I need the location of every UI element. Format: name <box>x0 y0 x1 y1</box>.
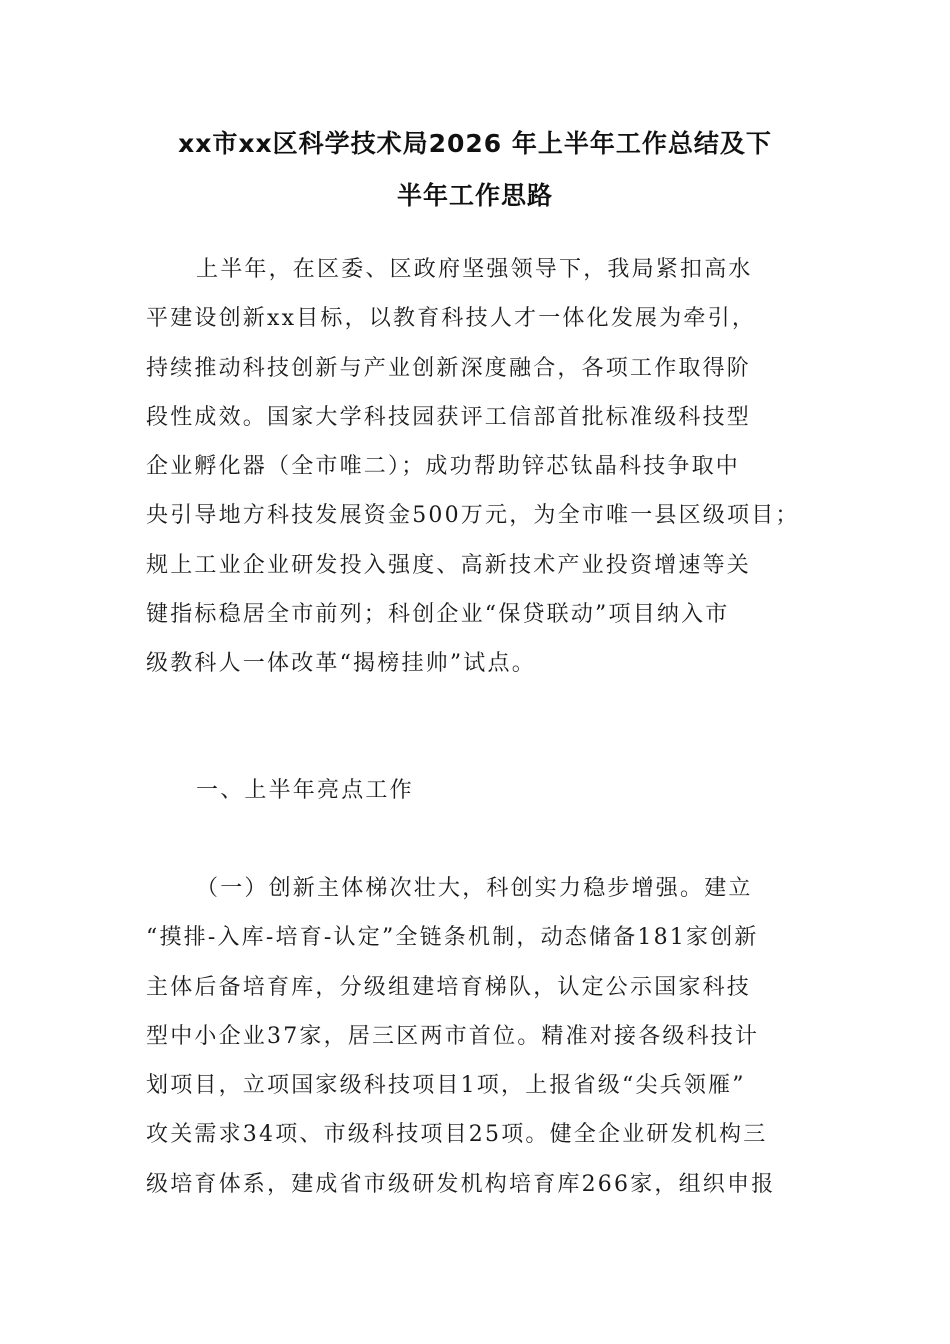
section-heading-text: 一、上半年亮点工作 <box>196 778 414 803</box>
paragraph-line: 规上工业企业研发投入强度、高新技术产业投资增速等关 <box>146 552 752 578</box>
paragraph-line: 企业孵化器（全市唯二）；成功帮助锌芯钛晶科技争取中 <box>146 454 741 480</box>
paragraph-line: 级教科人一体改革“揭榜挂帅”试点。 <box>146 651 536 677</box>
paragraph-line: 键指标稳居全市前列；科创企业“保贷联动”项目纳入市 <box>146 602 730 628</box>
title-line: xx市xx区科学技术局2026 年上半年工作总结及下 <box>178 129 772 158</box>
paragraph-line: 攻关需求34项、市级科技项目25项。健全企业研发机构三 <box>146 1122 768 1148</box>
paragraph-line: “摸排-入库-培育-认定”全链条机制，动态储备181家创新 <box>146 925 759 951</box>
paragraph-line: 央引导地方科技发展资金500万元，为全市唯一县区级项目； <box>146 503 800 529</box>
intro-paragraph <box>146 245 846 689</box>
paragraph-line: （一）创新主体梯次壮大，科创实力稳步增强。建立 <box>196 876 753 901</box>
paragraph-line: 段性成效。国家大学科技园获评工信部首批标准级科技型 <box>146 404 752 430</box>
paragraph-line: 持续推动科技创新与产业创新深度融合，各项工作取得阶 <box>146 355 752 381</box>
title-line: 半年工作思路 <box>396 181 553 210</box>
paragraph-line: 上半年，在区委、区政府坚强领导下，我局紧扣高水 <box>196 257 753 282</box>
paragraph-line: 级培育体系，建成省市级研发机构培育库266家，组织申报 <box>146 1171 776 1197</box>
paragraph-line: 划项目，立项国家级科技项目1项，上报省级“尖兵领雁” <box>146 1073 746 1099</box>
section-paragraph <box>146 864 846 1209</box>
paragraph-line: 平建设创新xx目标，以教育科技人才一体化发展为牵引， <box>146 306 757 332</box>
section-heading <box>146 766 846 815</box>
document-title <box>120 118 830 222</box>
paragraph-line: 主体后备培育库，分级组建培育梯队，认定公示国家科技 <box>146 974 752 1000</box>
paragraph-line: 型中小企业37家，居三区两市首位。精准对接各级科技计 <box>146 1023 760 1049</box>
